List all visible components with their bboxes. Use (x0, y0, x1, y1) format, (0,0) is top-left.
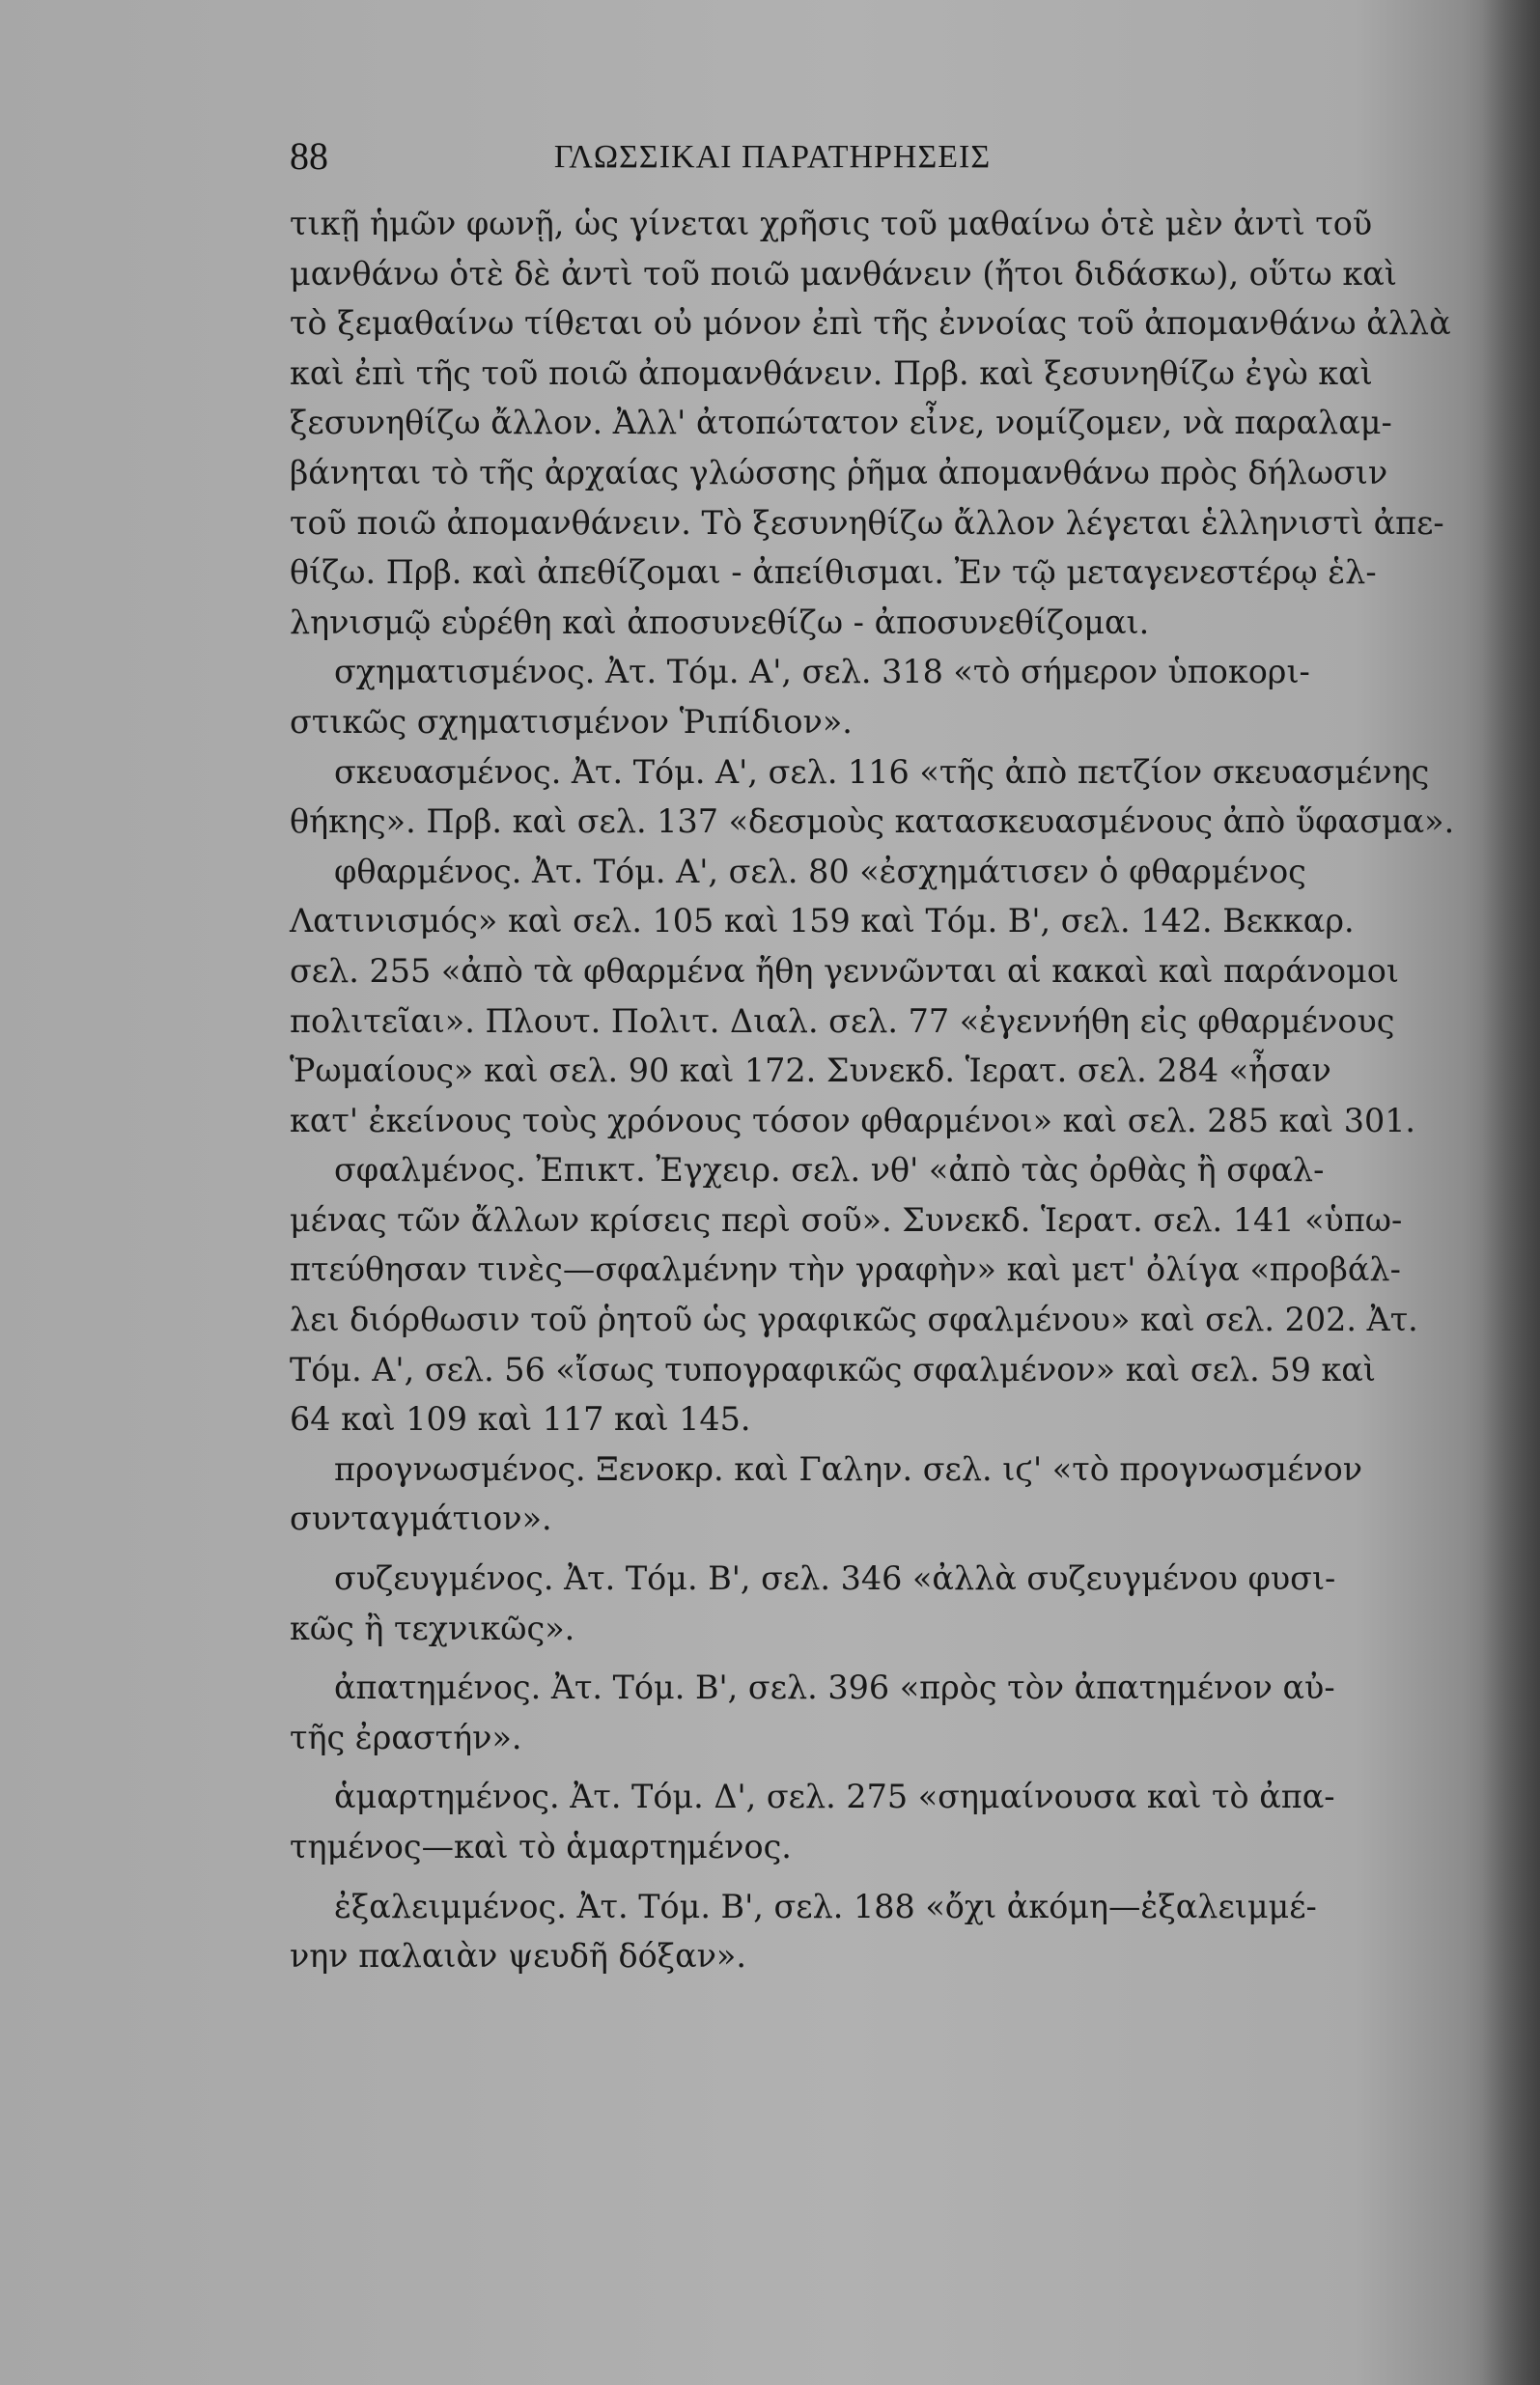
text-line: Ῥωμαίους» καὶ σελ. 90 καὶ 172. Συνεκδ. Ἱερατ. σελ. 284 «ἦσαν (290, 1052, 1331, 1090)
page-number: 88 (290, 134, 328, 178)
text-line: βάνηται τὸ τῆς ἀρχαίας γλώσσης ῥῆμα ἀπομανθάνω πρὸς δήλωσιν (290, 453, 1388, 491)
text-line: σκευασμένος. Ἀτ. Τόμ. Α', σελ. 116 «τῆς ἀπὸ πετζίον σκευασμένης (334, 752, 1430, 791)
text-line: ξεσυνηθίζω ἄλλον. Ἀλλ' ἀτοπώτατον εἶνε, νομίζομεν, νὰ παραλαμ- (290, 404, 1392, 442)
text-line: προγνωσμένος. Ξενοκρ. καὶ Γαλην. σελ. ιϛ' «τὸ προγνωσμένον (334, 1449, 1363, 1488)
text-line: 64 καὶ 109 καὶ 117 καὶ 145. (290, 1400, 751, 1439)
text-line: κατ' ἐκείνους τοὺς χρόνους τόσον φθαρμένοι» καὶ σελ. 285 καὶ 301. (290, 1101, 1416, 1139)
text-line: ληνισμῷ εὑρέθη καὶ ἀποσυνεθίζω - ἀποσυνεθίζομαι. (290, 603, 1150, 641)
text-line: πολιτεῖαι». Πλουτ. Πολιτ. Διαλ. σελ. 77 «ἐγεννήθη εἰς φθαρμένους (290, 1001, 1395, 1040)
text-line: τῆς ἐραστήν». (290, 1718, 522, 1756)
text-line: ἀπατημένος. Ἀτ. Τόμ. Β', σελ. 396 «πρὸς τὸν ἀπατημένον αὐ- (334, 1669, 1335, 1707)
text-line: ἐξαλειμμένος. Ἀτ. Τόμ. Β', σελ. 188 «ὄχι ἀκόμη—ἐξαλειμμέ- (334, 1887, 1317, 1925)
text-line: τὸ ξεμαθαίνω τίθεται οὐ μόνον ἐπὶ τῆς ἐννοίας τοῦ ἀπομανθάνω ἀλλὰ (290, 304, 1451, 343)
text-line: μανθάνω ὁτὲ δὲ ἀντὶ τοῦ ποιῶ μανθάνειν (ἤτοι διδάσκω), οὕτω καὶ (290, 254, 1397, 293)
text-line: τοῦ ποιῶ ἀπομανθάνειν. Τὸ ξεσυνηθίζω ἄλλον λέγεται ἑλληνιστὶ ἀπε- (290, 503, 1444, 542)
text-line: ἁμαρτημένος. Ἀτ. Τόμ. Δ', σελ. 275 «σημαίνουσα καὶ τὸ ἀπα- (334, 1778, 1335, 1816)
text-line: τημένος—καὶ τὸ ἁμαρτημένος. (290, 1828, 792, 1866)
text-line: σελ. 255 «ἀπὸ τὰ φθαρμένα ἤθη γεννῶνται αἱ κακαὶ καὶ παράνομοι (290, 951, 1399, 990)
text-line: καὶ ἐπὶ τῆς τοῦ ποιῶ ἀπομανθάνειν. Πρβ. καὶ ξεσυνηθίζω ἐγὼ καὶ (290, 353, 1373, 392)
text-line: συζευγμένος. Ἀτ. Τόμ. Β', σελ. 346 «ἀλλὰ συζευγμένου φυσι- (334, 1559, 1336, 1598)
text-line: Λατινισμός» καὶ σελ. 105 καὶ 159 καὶ Τόμ. Β', σελ. 142. Βεκκαρ. (290, 902, 1355, 940)
text-line: νην παλαιὰν ψευδῆ δόξαν». (290, 1937, 746, 1976)
text-line: μένας τῶν ἄλλων κρίσεις περὶ σοῦ». Συνεκδ. Ἱερατ. σελ. 141 «ὑπω- (290, 1200, 1403, 1239)
text-block (290, 199, 1455, 1981)
text-line: κῶς ἢ τεχνικῶς». (290, 1609, 575, 1647)
text-line: σχηματισμένος. Ἀτ. Τόμ. Α', σελ. 318 «τὸ σήμερον ὑποκορι- (334, 653, 1310, 691)
running-head (290, 133, 1255, 182)
text-line: τικῇ ἡμῶν φωνῇ, ὡς γίνεται χρῆσις τοῦ μαθαίνω ὁτὲ μὲν ἀντὶ τοῦ (290, 205, 1373, 242)
text-line: θίζω. Πρβ. καὶ ἀπεθίζομαι - ἀπείθισμαι. Ἐν τῷ μεταγενεστέρῳ ἑλ- (290, 553, 1377, 592)
text-line: Τόμ. Α', σελ. 56 «ἴσως τυπογραφικῶς σφαλμένον» καὶ σελ. 59 καὶ (290, 1350, 1376, 1389)
running-title: ΓΛΩΣΣΙΚΑΙ ΠΑΡΑΤΗΡΗΣΕΙΣ (553, 139, 992, 175)
text-line: στικῶς σχηματισμένον Ῥιπίδιον». (290, 702, 853, 741)
text-line: λει διόρθωσιν τοῦ ῥητοῦ ὡς γραφικῶς σφαλμένου» καὶ σελ. 202. Ἀτ. (290, 1301, 1418, 1339)
binding-shadow (1482, 0, 1540, 2385)
text-line: συνταγμάτιον». (290, 1500, 552, 1538)
text-line: σφαλμένος. Ἐπικτ. Ἐγχειρ. σελ. νθ' «ἀπὸ τὰς ὀρθὰς ἢ σφαλ- (334, 1151, 1325, 1190)
text-line: φθαρμένος. Ἀτ. Τόμ. Α', σελ. 80 «ἐσχημάτισεν ὁ φθαρμένος (334, 852, 1306, 890)
text-line: θήκης». Πρβ. καὶ σελ. 137 «δεσμοὺς κατασκευασμένους ἀπὸ ὕφασμα». (290, 802, 1455, 841)
text-line: πτεύθησαν τινὲς—σφαλμένην τὴν γραφὴν» καὶ μετ' ὀλίγα «προβάλ- (290, 1250, 1401, 1289)
